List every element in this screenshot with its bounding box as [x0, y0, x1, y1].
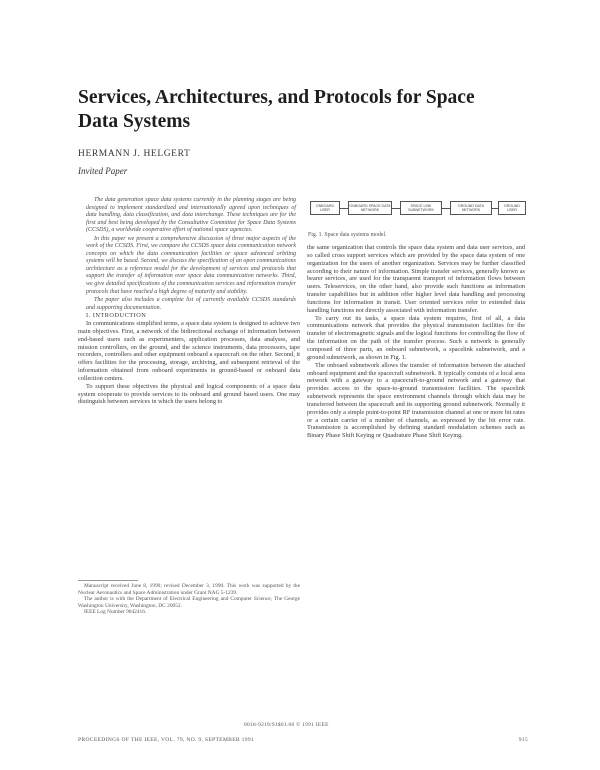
body-paragraph: To carry out its tasks, a space data system requires, first of all, a data communications network that provides the physical transmission facilities for the transfer of electromagnetic signals and the logical functions for controlling the flow of the information on the path of the transfer process. Such a network is generally composed of three parts, an onboard subnetwork, a spacelink subnetwork, and a ground subnetwork, as shown in Fig. 1. [307, 314, 525, 361]
page-footer [78, 737, 528, 743]
page-number: 915 [518, 737, 528, 743]
figure-connector [392, 208, 400, 209]
figure-1-diagram [308, 197, 528, 221]
section-heading-introduction: I. INTRODUCTION [86, 312, 147, 320]
footnotes [78, 583, 300, 616]
author-name: HERMANN J. HELGERT [78, 149, 191, 159]
abstract [86, 197, 296, 312]
right-column [307, 244, 525, 440]
paper-title: Services, Architectures, and Protocols for Space Data Systems [78, 87, 475, 132]
journal-citation: PROCEEDINGS OF THE IEEE, VOL. 79, NO. 9, SEPTEMBER 1991 [78, 737, 255, 743]
figure-box-onboard-network: ONBOARD SPACE DATA NETWORK [348, 201, 392, 215]
figure-connector [340, 208, 348, 209]
footnote: The author is with the Department of Electrical Engineering and Computer Science, The George Washington University, Washington, DC 20052. [78, 596, 300, 609]
abstract-paragraph: The paper also includes a complete list of currently available CCSDS standards and supporting documentation. [86, 297, 296, 311]
body-paragraph: The onboard subnetwork allows the transfer of information between the attached onboard equipment and the spacecraft subnetwork. It typically consists of a local area network with a gateway to a spacecraft-to-ground network and a gateway that provides access to the space-to-ground transmission facilities. The spacelink subnetwork represents the space environment channels through which data may be transferred between the spacecraft and its supporting ground subnetwork. Normally it provides only a simple point-to-point RF transmission channel at one or more bit rates or a certain carrier of a number of channels, as expressed by the bit error rate. Transmission is accomplished by defining standard modulation schemes such as Binary Phase Shift Keying or Quadrature Phase Shift Keying. [307, 361, 525, 440]
left-column [78, 197, 300, 406]
figure-box-ground-network: GROUND DATA NETWORK [450, 201, 492, 215]
abstract-paragraph: In this paper we present a comprehensive discussion of three major aspects of the work of the CCSDS. First, we compare the CCSDS space data communication network concepts on which the data communication facilities or space advanced orbiting systems will be based. Second, we discuss the specification of an open communications architecture as a reference model for the development of services and protocols that support the transfer of information over space data communication networks. Third, we give detailed specifications of the communication services and information transfer protocols that have reached a high degree of maturity and stability. [86, 235, 296, 295]
footnote: IEEE Log Number 9042416. [84, 609, 147, 616]
figure-box-ground-user: GROUND USER [498, 201, 526, 215]
figure-connector [442, 208, 450, 209]
body-paragraph: In communications simplified terms, a space data system is designed to achieve two main objectives. First, a network of the bidirectional exchange of information between end-based users such as experimenters, application processes, data analyses, and mission controllers, on the ground, and the science instruments, data processors, tape recorders, controllers and other equipment onboard a spacecraft on the other. Second, it offers facilities for the processing, storage, archiving, and subsequent retrieval of the information obtained from onboard experiments in ground-based or onboard data collection centers. [78, 320, 300, 382]
body-paragraph: To support these objectives the physical and logical components of a space data system cooperate to provide services to its onboard and ground based users. One may distinguish between services in which the users belong to [78, 382, 300, 406]
figure-caption: Fig. 1. Space data systems model. [308, 232, 387, 238]
footnote-rule [78, 580, 138, 581]
body-paragraph: the same organization that controls the space data system and data user services, and so called cross support services which are provided by the space data system of one organization for the users of another organization. Services may be further classified according to their nature of information. Simple transfer services, generally known as bearer services, are used for the transparent transport of information flows between users. Teleservices, on the other hand, also provide such functions as information transfer capabilities but in addition offer higher level data handling and processing functions for information in transit. User oriented services refer to extended data handling functions not directly associated with information transfer. [307, 244, 525, 314]
abstract-paragraph: The data generation space data systems currently in the planning stages are being designed to implement standardized and internationally agreed upon techniques of data handling, data classification, and data interchange. These techniques are for the first and best being developed by the Consultative Committee for Space Data Systems (CCSDS), a worldwide cooperative effort of national space agencies. [86, 197, 296, 234]
paper-type: Invited Paper [78, 166, 128, 176]
figure-box-space-link: SPACE LINK SUBNETWORK [400, 201, 442, 215]
figure-box-onboard-user: ONBOARD USER [310, 201, 340, 215]
copyright-line: 0018-9219/91$01.00 © 1991 IEEE [244, 722, 329, 728]
footnote: Manuscript received June 8, 1990; revised December 3, 1990. This work was supported by the Nuclear Aeronautics and Space Administration under Grant NAG 5-1239. [78, 583, 300, 596]
